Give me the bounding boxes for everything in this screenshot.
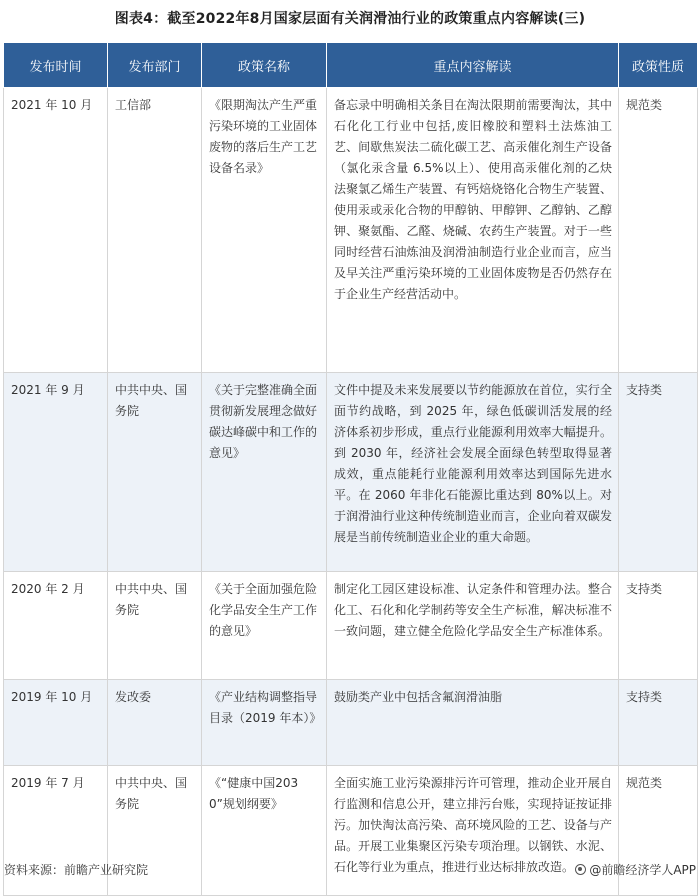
- cell-nature: 支持类: [619, 572, 698, 680]
- cell-date: 2019 年 7 月: [4, 766, 108, 896]
- column-header-dept: 发布部门: [108, 43, 202, 88]
- column-header-date: 发布时间: [4, 43, 108, 88]
- column-header-content: 重点内容解读: [327, 43, 619, 88]
- cell-content: 鼓励类产业中包括含氟润滑油脂: [327, 680, 619, 766]
- cell-content: 文件中提及未来发展要以节约能源放在首位，实行全面节约战略，到 2025 年，绿色低碳训活发展的经济体系初步形成，重点行业能源利用效率大幅提升。到 2030 年，经济社会发展全面绿色转型取得显著成效，重点能耗行业能源利用效率达到国际先进水平。在 2060 年非化石能源比重达到 80%以上。对于润滑油行业这种传统制造业而言，企业向着双碳发展是当前传统制造业企业的重大命题。: [327, 373, 619, 572]
- cell-content: 全面实施工业污染源排污许可管理，推动企业开展自行监测和信息公开，建立排污台账，实现持证按证排污。加快淘汰高污染、高环境风险的工艺、设备与产品。开展工业集聚区污染专项治理。以钢铁、水泥、石化等行业为重点，推进行业达标排放改造。: [327, 766, 619, 896]
- table-header-row: [4, 43, 698, 88]
- table-row: [4, 572, 698, 680]
- footer: [4, 861, 696, 881]
- cell-dept: 中共中央、国务院: [108, 572, 202, 680]
- cell-nature: 支持类: [619, 680, 698, 766]
- table-row: [4, 88, 698, 373]
- cell-date: 2020 年 2 月: [4, 572, 108, 680]
- cell-policy-name: 《关于完整准确全面贯彻新发展理念做好碳达峰碳中和工作的意见》: [202, 373, 327, 572]
- policy-table: [3, 42, 698, 896]
- cell-dept: 中共中央、国务院: [108, 766, 202, 896]
- cell-dept: 中共中央、国务院: [108, 373, 202, 572]
- cell-dept: 发改委: [108, 680, 202, 766]
- table-row: [4, 373, 698, 572]
- cell-policy-name: 《关于全面加强危险化学品安全生产工作的意见》: [202, 572, 327, 680]
- cell-nature: 规范类: [619, 88, 698, 373]
- column-header-nature: 政策性质: [619, 43, 698, 88]
- cell-dept: 工信部: [108, 88, 202, 373]
- cell-date: 2021 年 9 月: [4, 373, 108, 572]
- figure-title: 图表4：截至2022年8月国家层面有关润滑油行业的政策重点内容解读(三): [114, 11, 586, 27]
- source-note: 资料来源：前瞻产业研究院: [4, 863, 149, 877]
- brand-credit: [575, 861, 696, 878]
- cell-policy-name: 《“健康中国2030”规划纲要》: [202, 766, 327, 896]
- cell-policy-name: 《限期淘汰产生严重污染环境的工业固体废物的落后生产工艺设备名录》: [202, 88, 327, 373]
- cell-nature: 规范类: [619, 766, 698, 896]
- cell-content: 备忘录中明确相关条目在淘汰限期前需要淘汰，其中石化化工行业中包括,废旧橡胶和塑料土法炼油工艺、间歇焦炭法二硫化碳工艺、高汞催化剂生产设备（氯化汞含量 6.5%以上）、使用高汞催化剂的乙炔法聚氯乙烯生产装置、有钙焙烧铬化合物生产装置、使用汞或汞化合物的甲醇钠、甲醇钾、乙醇钠、乙醇钾、聚氨酯、乙醛、烧碱、农药生产装置。对于一些同时经营石油炼油及润滑油制造行业企业而言，应当及早关注严重污染环境的工业固体废物是否仍然存在于企业生产经营活动中。: [327, 88, 619, 373]
- brand-credit-text: @前瞻经济学人APP: [589, 863, 696, 877]
- cell-date: 2019 年 10 月: [4, 680, 108, 766]
- cell-policy-name: 《产业结构调整指导目录（2019 年本）》: [202, 680, 327, 766]
- cell-content: 制定化工园区建设标准、认定条件和管理办法。整合化工、石化和化学制药等安全生产标准，解决标准不一致问题，建立健全危险化学品安全生产标准体系。: [327, 572, 619, 680]
- cell-date: 2021 年 10 月: [4, 88, 108, 373]
- qianzhan-logo-icon: [575, 864, 586, 875]
- table-row: [4, 680, 698, 766]
- cell-nature: 支持类: [619, 373, 698, 572]
- column-header-name: 政策名称: [202, 43, 327, 88]
